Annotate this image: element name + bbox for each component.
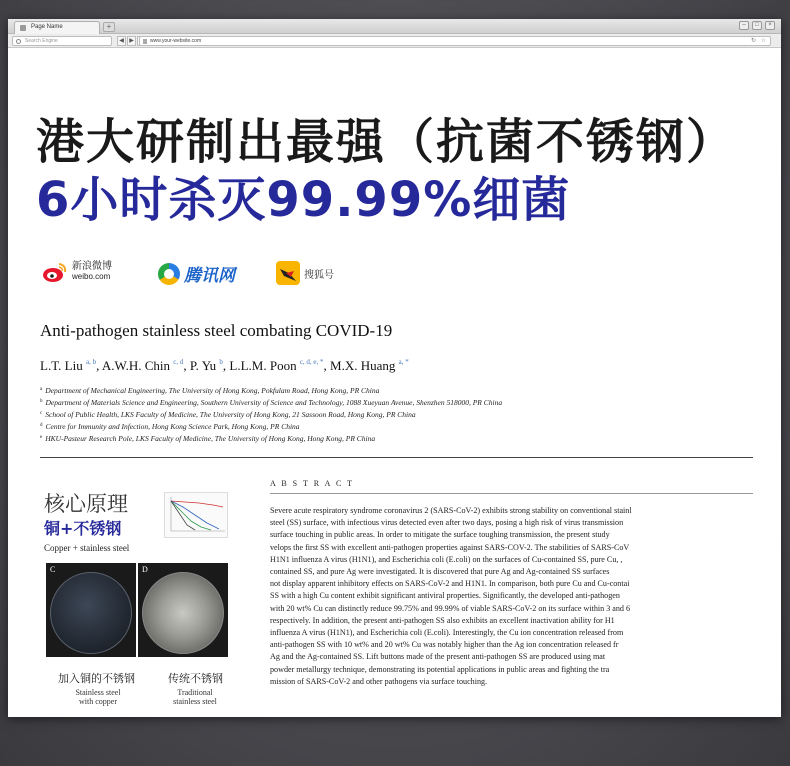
affiliation-key: e — [40, 435, 43, 440]
divider — [40, 457, 753, 458]
copper-steel-label-en-line2: with copper — [79, 697, 117, 706]
abstract-line: SS with a high Cu content exhibit significant antiviral properties. Significantly, the developed anti-pathogen — [270, 591, 620, 601]
abstract-line: mission of SARS-CoV-2 and other pathogens via surface touching. — [270, 676, 488, 686]
abstract-line: Severe acute respiratory syndrome coronavirus 2 (SARS-CoV-2) exhibits strong stability on conventional stainl — [270, 506, 632, 515]
traditional-steel-dish-image — [138, 563, 228, 657]
page-content — [8, 48, 781, 717]
affiliation-list — [40, 384, 760, 444]
author-name: P. Yu — [189, 358, 217, 373]
traditional-steel-label-en — [162, 688, 228, 706]
copper-steel-label-en — [68, 688, 128, 706]
abstract-line: velops the first SS with excellent anti-pathogen properties against SARS-COV-2. The stabilities of SARS-CoV — [270, 542, 630, 552]
affiliation-text: Department of Materials Science and Engineering, Southern University of Science and Technology, 1088 Xueyuan Avenue, Shenzhen 518000, PR China — [45, 398, 503, 407]
copper-steel-label-cn: 加入铜的不锈钢 — [58, 672, 135, 685]
minimize-button[interactable]: – — [739, 21, 749, 30]
author-affiliation-mark[interactable]: a, b — [85, 358, 97, 366]
affiliation-text: Centre for Immunity and Infection, Hong Kong Science Park, Hong Kong, PR China — [45, 422, 300, 431]
weibo-logo — [42, 261, 112, 283]
weibo-icon — [42, 261, 68, 283]
site-icon — [143, 39, 147, 44]
page-favicon-icon — [20, 25, 26, 31]
affiliation-item — [40, 432, 760, 444]
sohu-label: 搜狐号 — [304, 269, 334, 281]
abstract-divider — [270, 493, 753, 494]
abstract-line: contained SS, and pure Ag were investigated. It is discovered that pure Ag and Ag-contained SS surfaces — [270, 567, 610, 577]
affiliation-text: HKU-Pasteur Research Pole, LKS Faculty of Medicine, The University of Hong Kong, Hong Kong, PR China — [45, 434, 376, 443]
abstract-line: influenza A virus (H1N1), and Escherichia coli (E.coli). Interestingly, the Cu ion concentration released from — [270, 628, 624, 638]
sohu-logo — [276, 261, 334, 285]
traditional-steel-label-en-line1: Traditional — [177, 688, 213, 697]
author-name: L.T. Liu — [40, 358, 83, 373]
weibo-label — [72, 262, 112, 282]
close-button[interactable]: × — [765, 21, 775, 30]
affiliation-item — [40, 420, 760, 432]
tencent-label: 腾讯网 — [184, 266, 235, 285]
author-affiliation-mark[interactable]: c, d — [173, 358, 184, 366]
navigation-bar — [8, 34, 781, 48]
abstract-line: with 20 wt% Cu can distinctly reduce 99.75% and 99.99% of viable SARS-CoV-2 on its surface within 3 and 6 — [270, 603, 631, 613]
author-name: M.X. Huang — [330, 358, 396, 373]
new-tab-button[interactable]: + — [103, 22, 115, 32]
affiliation-key: d — [40, 423, 43, 428]
search-placeholder: Search Engine — [25, 38, 58, 44]
weibo-en-text: weibo.com — [72, 272, 111, 281]
author-list: L.T. Liu $^{a, b}$, A.W.H. Chin $^{c, d}$, P. Yu $^b$, L.L.M. Poon $^{c, d, e, *}$, M.X. Huang $^{a, *}$ — [40, 358, 409, 373]
affiliation-key: a — [40, 387, 43, 392]
principle-caption: Copper + stainless steel — [44, 543, 130, 553]
abstract-line: powder metallurgy technique, demonstrating its potential applications in public areas and fighting the tra — [270, 664, 610, 674]
petri-plate-clear — [50, 572, 132, 654]
search-icon — [16, 39, 21, 44]
principle-title: 核心原理 — [44, 492, 128, 516]
traditional-steel-label-cn: 传统不锈钢 — [168, 672, 223, 685]
decay-chart-thumbnail — [164, 492, 228, 538]
abstract-line: steel (SS) surface, with infectious virus detected even after two days, posing a high risk of virus transmission — [270, 518, 624, 528]
copper-steel-label-en-line1: Stainless steel — [75, 688, 121, 697]
affiliation-key: c — [40, 411, 43, 416]
abstract-line: anti-pathogen SS with 10 wt% and 20 wt% Cu was notably higher than the Ag ion concentration released fr — [270, 640, 619, 650]
tencent-icon — [158, 263, 180, 285]
browser-tab[interactable] — [14, 21, 100, 34]
forward-button[interactable]: ▶ — [127, 36, 136, 46]
affiliation-text: Department of Mechanical Engineering, The University of Hong Kong, Pokfulam Road, Hong Kong, PR China — [45, 386, 380, 395]
affiliation-item — [40, 396, 760, 408]
abstract-line: Ag and the Ag-contained SS. Lift buttons made of the present anti-pathogen SS are produced using mat — [270, 652, 606, 662]
reload-icon[interactable]: ↻ — [750, 38, 756, 44]
tencent-logo — [158, 261, 235, 286]
affiliation-text: School of Public Health, LKS Faculty of Medicine, The University of Hong Kong, 21 Sassoon Road, Hong Kong, PR China — [45, 410, 416, 419]
affiliation-item — [40, 408, 760, 420]
abstract-heading: A B S T R A C T — [270, 479, 355, 488]
principle-subtitle: 铜+不锈钢 — [44, 519, 122, 538]
panel-label-d: D — [142, 565, 148, 574]
tab-title: Page Name — [31, 24, 63, 30]
headline-line-2: 6小时杀灭99.99%细菌 — [36, 172, 571, 228]
panel-label-c: C — [50, 565, 56, 574]
affiliation-item — [40, 384, 760, 396]
search-input[interactable] — [12, 36, 112, 46]
traditional-steel-label-en-line2: stainless steel — [173, 697, 217, 706]
author-name: L.L.M. Poon — [229, 358, 297, 373]
address-bar[interactable] — [139, 36, 771, 46]
copper-steel-dish-image — [46, 563, 136, 657]
url-text: www.your-website.com — [150, 38, 202, 44]
author-affiliation-mark[interactable]: c, d, e, * — [299, 358, 324, 366]
affiliation-key: b — [40, 399, 43, 404]
abstract-line: surface touching in public areas. In order to mitigate the surface toughing transmission, the present study — [270, 530, 610, 540]
back-button[interactable]: ◀ — [117, 36, 126, 46]
abstract-line: H1N1 influenza A virus (H1N1), and Escherichia coli (E.coli) on the surfaces of Cu-contained SS, pure Cu, , — [270, 554, 623, 564]
window-controls — [739, 21, 775, 30]
author-affiliation-mark[interactable]: b — [219, 358, 223, 366]
abstract-line: respectively. In addition, the present anti-pathogen SS also exhibits an excellent inactivation ability for H1 — [270, 615, 615, 625]
paper-title: Anti-pathogen stainless steel combating COVID-19 — [40, 321, 393, 340]
sohu-icon — [276, 261, 300, 285]
browser-window — [8, 19, 781, 717]
headline-line-1: 港大研制出最强（抗菌不锈钢） — [36, 114, 737, 170]
bookmark-icon[interactable]: ☆ — [760, 38, 766, 44]
author-name: A.W.H. Chin — [101, 358, 171, 373]
tab-bar — [8, 19, 781, 34]
abstract-body — [270, 505, 760, 710]
maximize-button[interactable]: □ — [752, 21, 762, 30]
petri-plate-bacteria — [142, 572, 224, 654]
author-affiliation-mark[interactable]: a, * — [398, 358, 409, 366]
abstract-line: not display apparent inhibitory effects on SARS-CoV-2 and H1N1. In comparison, both pure Cu and Cu-contai — [270, 579, 630, 589]
principle-panel — [44, 488, 244, 708]
source-logos — [42, 261, 442, 291]
weibo-cn-text: 新浪微博 — [72, 261, 112, 272]
